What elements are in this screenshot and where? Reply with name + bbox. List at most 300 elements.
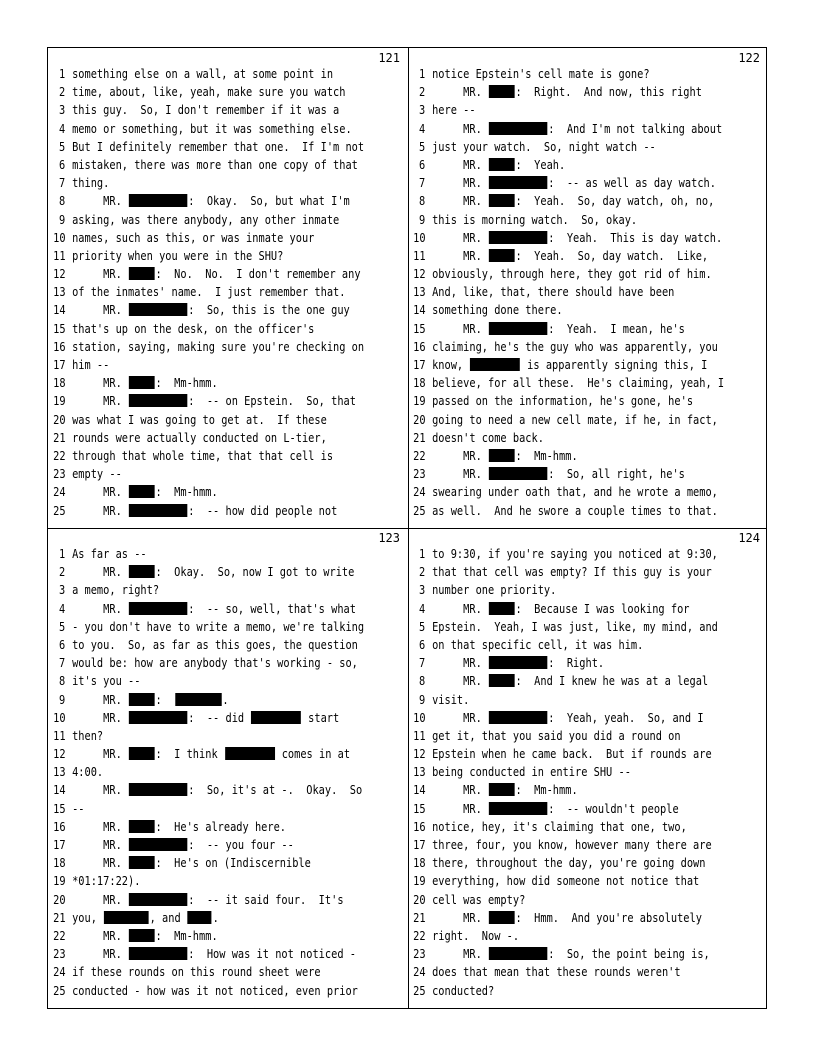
line-text: MR. : Yeah. So, day watch. Like,	[432, 248, 709, 263]
redaction-bar	[129, 856, 155, 869]
transcript-line	[48, 120, 358, 138]
line-number: 6	[418, 157, 426, 172]
line-text: MR. : -- did start	[72, 710, 340, 725]
line-number: 1	[58, 67, 66, 81]
line-number: 8	[418, 674, 426, 689]
transcript-line	[48, 800, 358, 818]
transcript-line	[408, 502, 718, 520]
line-text: As far as --	[72, 547, 147, 561]
redaction-bar	[104, 911, 149, 924]
line-number: 8	[58, 194, 66, 209]
redaction-bar	[129, 820, 155, 833]
line-number: 11	[53, 728, 66, 743]
transcript-line	[408, 763, 718, 781]
line-text: --	[72, 801, 85, 816]
line-number: 11	[53, 248, 66, 263]
line-text: you, , and .	[72, 910, 219, 925]
line-number: 12	[413, 747, 426, 762]
redaction-bar	[188, 911, 212, 924]
line-text: cell was empty?	[432, 892, 526, 907]
transcript-line	[408, 192, 718, 210]
transcript-line	[408, 83, 718, 101]
line-number: 15	[413, 801, 426, 816]
transcript-line	[408, 636, 718, 654]
line-text: believe, for all these. He's claiming, yeah, I	[432, 376, 725, 391]
line-text: this guy. So, I don't remember if it was a	[72, 103, 340, 118]
line-number: 10	[53, 230, 66, 245]
line-text: doesn't come back.	[432, 430, 544, 445]
line-text: Epstein. Yeah, I was just, like, my mind, and	[432, 619, 718, 634]
line-number: 9	[58, 212, 66, 227]
transcript-line	[48, 745, 358, 763]
redaction-bar	[489, 656, 547, 669]
transcript-line	[408, 265, 718, 283]
line-number: 12	[53, 267, 66, 282]
line-text: MR. : Yeah. I mean, he's	[432, 321, 685, 336]
line-text: 4:00.	[72, 765, 104, 780]
redaction-bar	[129, 838, 187, 851]
line-text: was what I was going to get at. If these	[72, 412, 327, 427]
line-text: MR. : So, all right, he's	[432, 467, 685, 482]
transcript-line	[48, 672, 358, 690]
line-number: 10	[413, 710, 426, 725]
redaction-bar	[129, 376, 155, 389]
transcript-line	[48, 709, 358, 727]
line-text: does that mean that these rounds weren't	[432, 965, 681, 980]
line-number: 17	[413, 838, 426, 852]
page-lines	[48, 65, 408, 520]
line-number: 1	[418, 547, 426, 561]
line-number: 20	[53, 412, 66, 427]
line-number: 1	[58, 547, 66, 561]
transcript-line	[48, 411, 358, 429]
transcript-line	[408, 120, 723, 138]
redaction-bar	[489, 802, 547, 815]
transcript-line	[408, 727, 718, 745]
transcript-line	[48, 927, 358, 945]
line-text: to 9:30, if you're saying you noticed at 9:30,	[432, 547, 718, 561]
line-number: 18	[53, 856, 66, 871]
line-number: 9	[58, 692, 66, 707]
redaction-bar	[489, 711, 547, 724]
line-number: 2	[58, 565, 66, 580]
line-text: MR. : Hmm. And you're absolutely	[432, 910, 702, 925]
line-number: 7	[418, 656, 426, 671]
transcript-line	[408, 672, 718, 690]
line-number: 24	[413, 485, 426, 500]
line-text: that that cell was empty? If this guy is your	[432, 565, 712, 580]
transcript-line	[48, 265, 361, 283]
transcript-line	[408, 65, 718, 83]
transcript-line	[48, 65, 358, 83]
line-text: this is morning watch. So, okay.	[432, 212, 638, 227]
transcript-line	[408, 836, 718, 854]
line-text: on that specific cell, it was him.	[432, 637, 644, 652]
transcript-frame	[47, 47, 767, 1009]
line-text: something done there.	[432, 303, 563, 318]
transcript-line	[48, 301, 358, 319]
line-number: 3	[418, 103, 426, 118]
transcript-line	[408, 429, 718, 447]
line-text: MR. : Okay. So, now I got to write	[72, 565, 355, 580]
line-number: 7	[58, 656, 66, 671]
redaction-bar	[489, 85, 515, 98]
transcript-line	[48, 618, 365, 636]
line-number: 22	[413, 928, 426, 943]
line-number: 19	[413, 874, 426, 889]
redaction-bar	[470, 358, 520, 371]
line-number: 16	[53, 339, 66, 354]
redaction-bar	[129, 504, 187, 517]
redaction-bar	[129, 267, 155, 280]
redaction-bar	[129, 947, 187, 960]
transcript-line	[48, 781, 363, 799]
line-number: 5	[58, 619, 66, 634]
line-number: 12	[413, 267, 426, 282]
line-text: MR. : -- how did people not	[72, 503, 338, 518]
line-number: 23	[53, 947, 66, 962]
line-number: 6	[58, 157, 66, 172]
line-text: MR. : He's already here.	[72, 819, 287, 834]
line-text: passed on the information, he's gone, he's	[432, 394, 694, 409]
line-number: 22	[53, 448, 66, 463]
line-number: 23	[413, 947, 426, 962]
line-text: everything, how did someone not notice that	[432, 874, 700, 889]
transcript-line	[48, 600, 358, 618]
transcript-line	[48, 982, 358, 1000]
transcript-line	[408, 781, 718, 799]
line-number: 22	[53, 928, 66, 943]
transcript-line	[408, 447, 718, 465]
transcript-line	[408, 927, 718, 945]
line-text: going to need a new cell mate, if he, in fact,	[432, 412, 718, 427]
transcript-line	[408, 356, 718, 374]
transcript-line	[408, 654, 718, 672]
redaction-bar	[129, 783, 187, 796]
transcript-line	[408, 465, 718, 483]
redaction-bar	[129, 485, 155, 498]
redaction-bar	[129, 602, 187, 615]
transcript-line	[48, 818, 358, 836]
line-number: 10	[413, 230, 426, 245]
line-number: 21	[413, 910, 426, 925]
line-number: 25	[413, 983, 426, 998]
line-text: that's up on the desk, on the officer's	[72, 321, 315, 336]
redaction-bar	[489, 602, 515, 615]
line-number: 16	[413, 339, 426, 354]
line-number: 12	[53, 747, 66, 762]
line-number: 17	[53, 358, 66, 372]
page-lines	[408, 65, 768, 520]
transcript-line	[48, 963, 358, 981]
line-number: 25	[53, 983, 66, 998]
line-number: 5	[418, 139, 426, 154]
line-number: 11	[413, 728, 426, 743]
line-number: 14	[53, 303, 66, 318]
transcript-line	[48, 545, 358, 563]
line-text: priority when you were in the SHU?	[72, 248, 284, 263]
line-number: 8	[418, 194, 426, 209]
line-text: MR. : Yeah, yeah. So, and I	[432, 710, 704, 725]
transcript-line	[408, 618, 718, 636]
transcript-line	[48, 374, 358, 392]
line-text: MR. : -- it said four. It's	[72, 892, 344, 907]
redaction-bar	[129, 565, 155, 578]
line-text: MR. : And I knew he was at a legal	[432, 674, 709, 689]
transcript-line	[408, 545, 718, 563]
line-number: 19	[53, 394, 66, 409]
transcript-line	[408, 211, 718, 229]
line-text: to you. So, as far as this goes, the question	[72, 637, 358, 652]
redaction-bar	[489, 911, 515, 924]
line-number: 16	[413, 819, 426, 834]
line-text: Epstein when he came back. But if rounds are	[432, 747, 712, 762]
redaction-bar	[489, 231, 547, 244]
page-number: 124	[738, 531, 760, 545]
line-number: 7	[418, 176, 426, 191]
line-number: 19	[53, 874, 66, 889]
transcript-line	[48, 945, 358, 963]
transcript-line	[48, 654, 358, 672]
transcript-line	[408, 872, 718, 890]
transcript-line	[408, 563, 718, 581]
line-text: rounds were actually conducted on L-tier,	[72, 430, 327, 445]
transcript-line	[408, 374, 725, 392]
line-text: being conducted in entire SHU --	[432, 765, 631, 780]
redaction-bar	[489, 783, 515, 796]
transcript-line	[48, 581, 358, 599]
transcript-line	[48, 483, 358, 501]
transcript-line	[408, 411, 718, 429]
transcript-line	[48, 429, 358, 447]
line-number: 5	[58, 139, 66, 154]
transcript-line	[408, 229, 723, 247]
redaction-bar	[489, 467, 547, 480]
line-number: 4	[58, 121, 66, 136]
line-number: 21	[53, 430, 66, 445]
page-panel-124	[408, 528, 768, 1009]
transcript-line	[408, 101, 718, 119]
line-text: memo or something, but it was something else.	[72, 121, 352, 136]
line-number: 9	[418, 212, 426, 227]
redaction-bar	[129, 747, 155, 760]
page-lines	[48, 545, 408, 1000]
page-panel-123	[48, 528, 408, 1009]
line-number: 3	[58, 583, 66, 598]
line-number: 24	[413, 965, 426, 980]
line-text: MR. : And I'm not talking about	[432, 121, 723, 136]
line-number: 14	[413, 303, 426, 318]
line-text: it's you --	[72, 674, 141, 689]
line-number: 2	[418, 85, 426, 100]
redaction-bar	[489, 322, 547, 335]
transcript-line	[48, 156, 358, 174]
line-number: 15	[53, 801, 66, 816]
transcript-line	[48, 392, 358, 410]
transcript-line	[48, 465, 358, 483]
line-number: 18	[413, 856, 426, 871]
line-text: him --	[72, 358, 110, 372]
line-number: 2	[58, 85, 66, 100]
redaction-bar	[129, 303, 187, 316]
line-text: MR. : So, this is the one guy	[72, 303, 350, 318]
transcript-line	[408, 982, 718, 1000]
line-text: But I definitely remember that one. If I'm not	[72, 139, 365, 154]
transcript-line	[408, 156, 718, 174]
transcript-line	[408, 247, 718, 265]
transcript-line	[408, 581, 718, 599]
line-text: something else on a wall, at some point in	[72, 67, 334, 81]
line-text: mistaken, there was more than one copy of that	[72, 157, 358, 172]
line-number: 24	[53, 965, 66, 980]
redaction-bar	[489, 947, 547, 960]
transcript-line	[408, 854, 718, 872]
redaction-bar	[489, 194, 515, 207]
transcript-line	[408, 909, 718, 927]
line-number: 24	[53, 485, 66, 500]
line-number: 25	[53, 503, 66, 518]
page-lines	[408, 545, 768, 1000]
line-text: visit.	[432, 692, 470, 707]
transcript-line	[48, 909, 358, 927]
line-text: MR. : No. No. I don't remember any	[72, 267, 361, 282]
line-text: asking, was there anybody, any other inmate	[72, 212, 340, 227]
line-number: 18	[53, 376, 66, 391]
transcript-line	[48, 283, 358, 301]
line-number: 3	[418, 583, 426, 598]
transcript-line	[408, 891, 718, 909]
line-text: MR. : So, the point being is,	[432, 947, 710, 962]
page-panel-121	[48, 48, 408, 529]
transcript-line	[408, 745, 718, 763]
redaction-bar	[175, 693, 221, 706]
transcript-line	[48, 83, 358, 101]
line-text: of the inmates' name. I just remember that.	[72, 285, 346, 300]
transcript-line	[408, 338, 718, 356]
line-number: 5	[418, 619, 426, 634]
transcript-line	[48, 836, 358, 854]
line-number: 16	[53, 819, 66, 834]
line-text: MR. : So, it's at -. Okay. So	[72, 783, 363, 798]
redaction-bar	[129, 929, 155, 942]
line-text: MR. : I think comes in at	[72, 747, 351, 762]
redaction-bar	[251, 711, 301, 724]
redaction-bar	[489, 122, 547, 135]
line-number: 21	[413, 430, 426, 445]
redaction-bar	[489, 176, 547, 189]
line-text: MR. : Mm-hmm.	[72, 928, 218, 943]
line-text: *01:17:22).	[72, 874, 141, 889]
line-text: three, four, you know, however many there are	[432, 838, 712, 852]
transcript-line	[48, 636, 358, 654]
transcript-line	[48, 338, 365, 356]
redaction-bar	[129, 394, 187, 407]
transcript-line	[408, 301, 718, 319]
line-text: MR. : Yeah. This is day watch.	[432, 230, 723, 245]
redaction-bar	[129, 693, 155, 706]
line-number: 11	[413, 248, 426, 263]
redaction-bar	[489, 674, 515, 687]
line-text: MR. : Mm-hmm.	[432, 783, 578, 798]
transcript-line	[48, 101, 358, 119]
line-number: 14	[53, 783, 66, 798]
line-text: MR. : Mm-hmm.	[432, 448, 578, 463]
line-text: MR. : How was it not noticed -	[72, 947, 356, 962]
transcript-line	[48, 320, 358, 338]
line-text: there, throughout the day, you're going down	[432, 856, 706, 871]
line-number: 2	[418, 565, 426, 580]
line-number: 13	[413, 765, 426, 780]
page-number: 122	[738, 51, 760, 65]
line-text: MR. : Okay. So, but what I'm	[72, 194, 350, 209]
transcript-line	[48, 174, 358, 192]
line-number: 6	[418, 637, 426, 652]
line-text: station, saying, making sure you're checking on	[72, 339, 365, 354]
transcript-line	[48, 247, 358, 265]
line-text: MR. : Right. And now, this right	[432, 85, 702, 100]
line-text: MR. : -- so, well, that's what	[72, 601, 356, 616]
line-text: claiming, he's the guy who was apparently, you	[432, 339, 718, 354]
transcript-line	[48, 727, 358, 745]
line-text: MR. : Yeah. So, day watch, oh, no,	[432, 194, 715, 209]
transcript-line	[48, 872, 358, 890]
transcript-line	[408, 945, 718, 963]
transcript-line	[48, 854, 358, 872]
transcript-line	[408, 283, 718, 301]
transcript-line	[408, 963, 718, 981]
line-text: MR. : He's on (Indiscernible	[72, 856, 311, 871]
redaction-bar	[129, 711, 187, 724]
line-number: 15	[413, 321, 426, 336]
line-number: 17	[53, 838, 66, 852]
line-number: 1	[418, 67, 426, 81]
line-number: 13	[413, 285, 426, 300]
transcript-line	[408, 709, 718, 727]
redaction-bar	[489, 158, 515, 171]
line-text: conducted - how was it not noticed, even prior	[72, 983, 358, 998]
page-number: 123	[378, 531, 400, 545]
transcript-line	[408, 138, 718, 156]
line-text: swearing under oath that, and he wrote a memo,	[432, 485, 718, 500]
line-number: 21	[53, 910, 66, 925]
line-number: 13	[53, 765, 66, 780]
line-text: notice, hey, it's claiming that one, two,	[432, 819, 687, 834]
line-text: a memo, right?	[72, 583, 160, 598]
transcript-line	[48, 763, 358, 781]
line-text: MR. : -- wouldn't people	[432, 801, 679, 816]
redaction-bar	[129, 893, 187, 906]
line-number: 10	[53, 710, 66, 725]
line-text: MR. : Yeah.	[432, 157, 566, 172]
line-number: 13	[53, 285, 66, 300]
transcript-line	[48, 563, 358, 581]
line-number: 22	[413, 448, 426, 463]
transcript-line	[48, 229, 358, 247]
line-text: as well. And he swore a couple times to that.	[432, 503, 718, 518]
line-number: 9	[418, 692, 426, 707]
line-text: obviously, through here, they got rid of him.	[432, 267, 712, 282]
transcript-line	[48, 447, 358, 465]
transcript-line	[48, 502, 358, 520]
line-number: 4	[58, 601, 66, 616]
page-panel-122	[408, 48, 768, 529]
line-number: 25	[413, 503, 426, 518]
redaction-bar	[225, 747, 275, 760]
line-text: thing.	[72, 176, 110, 191]
transcript-line	[408, 483, 718, 501]
line-text: MR. : Mm-hmm.	[72, 376, 218, 391]
transcript-line	[48, 138, 365, 156]
